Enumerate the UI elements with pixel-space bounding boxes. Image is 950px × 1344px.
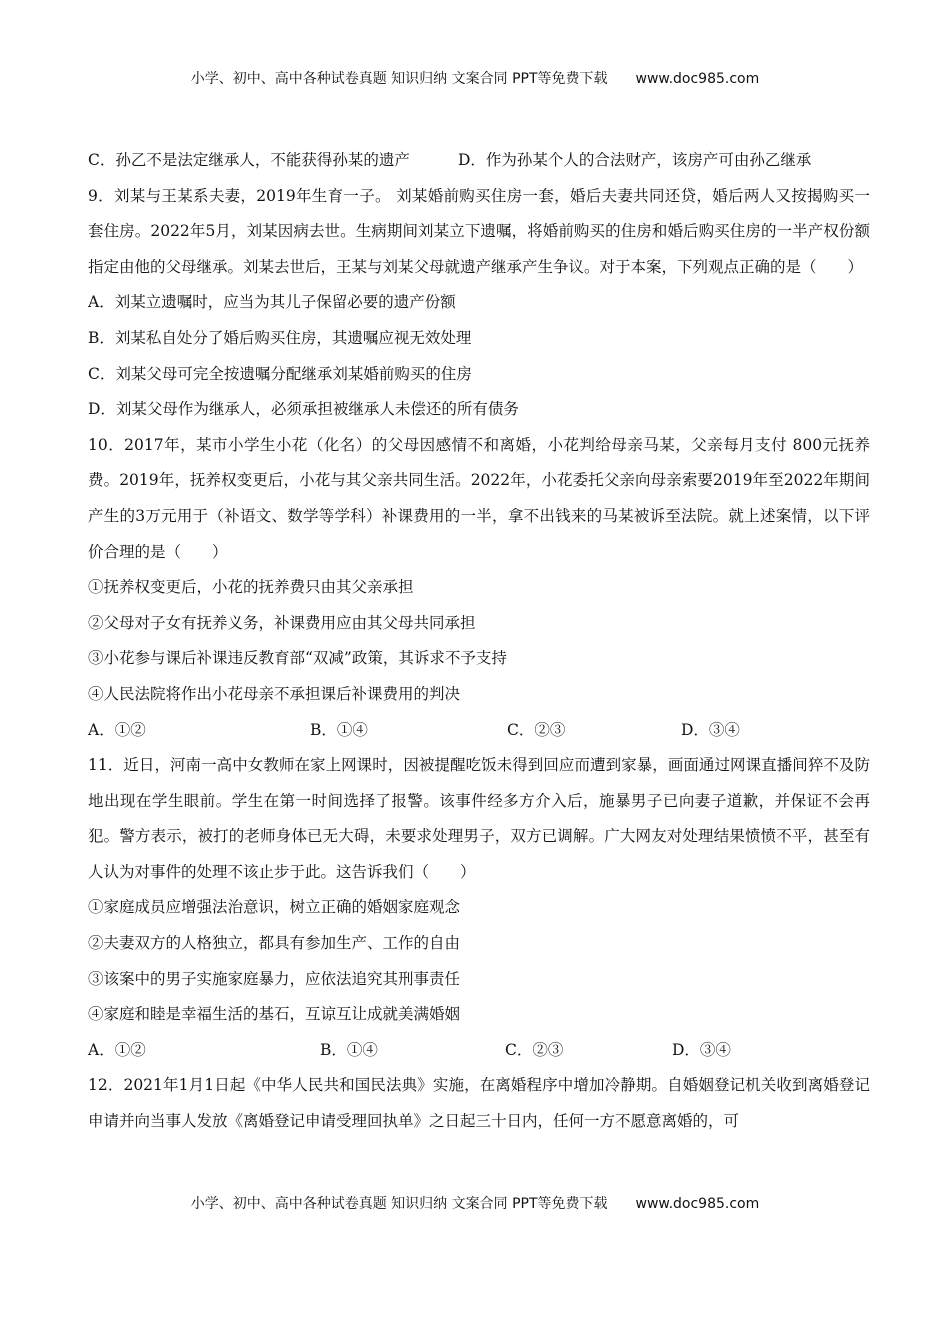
page-footer — [0, 1193, 950, 1213]
q8-option-d: D．作为孙某个人的合法财产，该房产可由孙乙继承 — [458, 151, 812, 169]
q10-choices-row — [88, 713, 870, 749]
q8-options-row — [88, 143, 870, 179]
q11-choice-b: B．①④ — [320, 1040, 378, 1059]
footer-text: 小学、初中、高中各种试卷真题 知识归纳 文案合同 PPT等免费下载 — [190, 1196, 608, 1212]
q11-choice-d: D．③④ — [672, 1040, 731, 1059]
footer-site-link[interactable]: www.doc985.com — [635, 1196, 760, 1212]
q10-statement-1: ①抚养权变更后，小花的抚养费只由其父亲承担 — [88, 578, 414, 597]
q11-statement-4: ④家庭和睦是幸福生活的基石，互谅互让成就美满婚姻 — [88, 1005, 461, 1024]
q11-statement-3: ③该案中的男子实施家庭暴力，应依法追究其刑事责任 — [88, 969, 461, 988]
q11-choice-c: C．②③ — [505, 1040, 564, 1059]
q11-choice-a: A．①② — [88, 1040, 146, 1059]
q11-stem: 11．近日，河南一高中女教师在家上网课时，因被提醒吃饭未得到回应而遭到家暴，画面通过网课直播间猝不及防地出现在学生眼前。学生在第一时间选择了报警。该事件经多方介入后，施暴男子已向妻子道歉，并保证不会再犯。警方表示，被打的老师身体已无大碍，未要求处理男子，双方已调解。广大网友对处理结果愤愤不平，甚至有人认为对事件的处理不该止步于此。这告诉我们（ ） — [88, 756, 870, 881]
q10-choice-a: A．①② — [88, 720, 146, 739]
q10-stem: 10．2017年，某市小学生小花（化名）的父母因感情不和离婚，小花判给母亲马某，父亲每月支付 800元抚养费。2019年，抚养权变更后，小花与其父亲共同生活。2022年，小花委托父亲向母亲索要2019年至2022年期间产生的3万元用于（补语文、数学等学科）补课费用的一半，拿不出钱来的马某被诉至法院。就上述案情，以下评价合理的是（ ） — [88, 435, 870, 561]
q10-choice-b: B．①④ — [310, 720, 368, 739]
page-header — [0, 68, 950, 88]
q9-stem: 9．刘某与王某系夫妻，2019年生育一子。 刘某婚前购买住房一套，婚后夫妻共同还贷，婚后两人又按揭购买一套住房。2022年5月，刘某因病去世。生病期间刘某立下遗嘱，将婚前购买的住房和婚后购买住房的一半产权份额指定由他的父母继承。刘某去世后，王某与刘某父母就遗产继承产生争议。对于本案，下列观点正确的是（ ） — [88, 186, 870, 276]
q10-statement-3: ③小花参与课后补课违反教育部“双减”政策，其诉求不予支持 — [88, 649, 507, 668]
header-site-link[interactable]: www.doc985.com — [635, 71, 760, 87]
q9-option-c: C．刘某父母可完全按遗嘱分配继承刘某婚前购买的住房 — [88, 364, 472, 383]
q10-choice-d: D．③④ — [681, 720, 740, 739]
document-body — [88, 143, 870, 1140]
q10-statement-4: ④人民法院将作出小花母亲不承担课后补课费用的判决 — [88, 684, 461, 703]
q11-statement-2: ②夫妻双方的人格独立，都具有参加生产、工作的自由 — [88, 934, 461, 953]
header-text: 小学、初中、高中各种试卷真题 知识归纳 文案合同 PPT等免费下载 — [190, 71, 608, 87]
q11-statement-1: ①家庭成员应增强法治意识，树立正确的婚姻家庭观念 — [88, 898, 461, 917]
q8-option-c: C．孙乙不是法定继承人，不能获得孙某的遗产 — [88, 151, 410, 169]
q11-choices-row — [88, 1033, 870, 1069]
q9-option-b: B．刘某私自处分了婚后购买住房，其遗嘱应视无效处理 — [88, 328, 472, 347]
q12-stem: 12．2021年1月1日起《中华人民共和国民法典》实施，在离婚程序中增加冷静期。自婚姻登记机关收到离婚登记申请并向当事人发放《离婚登记申请受理回执单》之日起三十日内，任何一方不愿意离婚的，可 — [88, 1076, 870, 1131]
q10-choice-c: C．②③ — [507, 720, 566, 739]
q10-statement-2: ②父母对子女有抚养义务，补课费用应由其父母共同承担 — [88, 613, 476, 632]
q9-option-d: D．刘某父母作为继承人，必须承担被继承人未偿还的所有债务 — [88, 400, 519, 419]
q9-option-a: A．刘某立遗嘱时，应当为其儿子保留必要的遗产份额 — [88, 293, 456, 312]
